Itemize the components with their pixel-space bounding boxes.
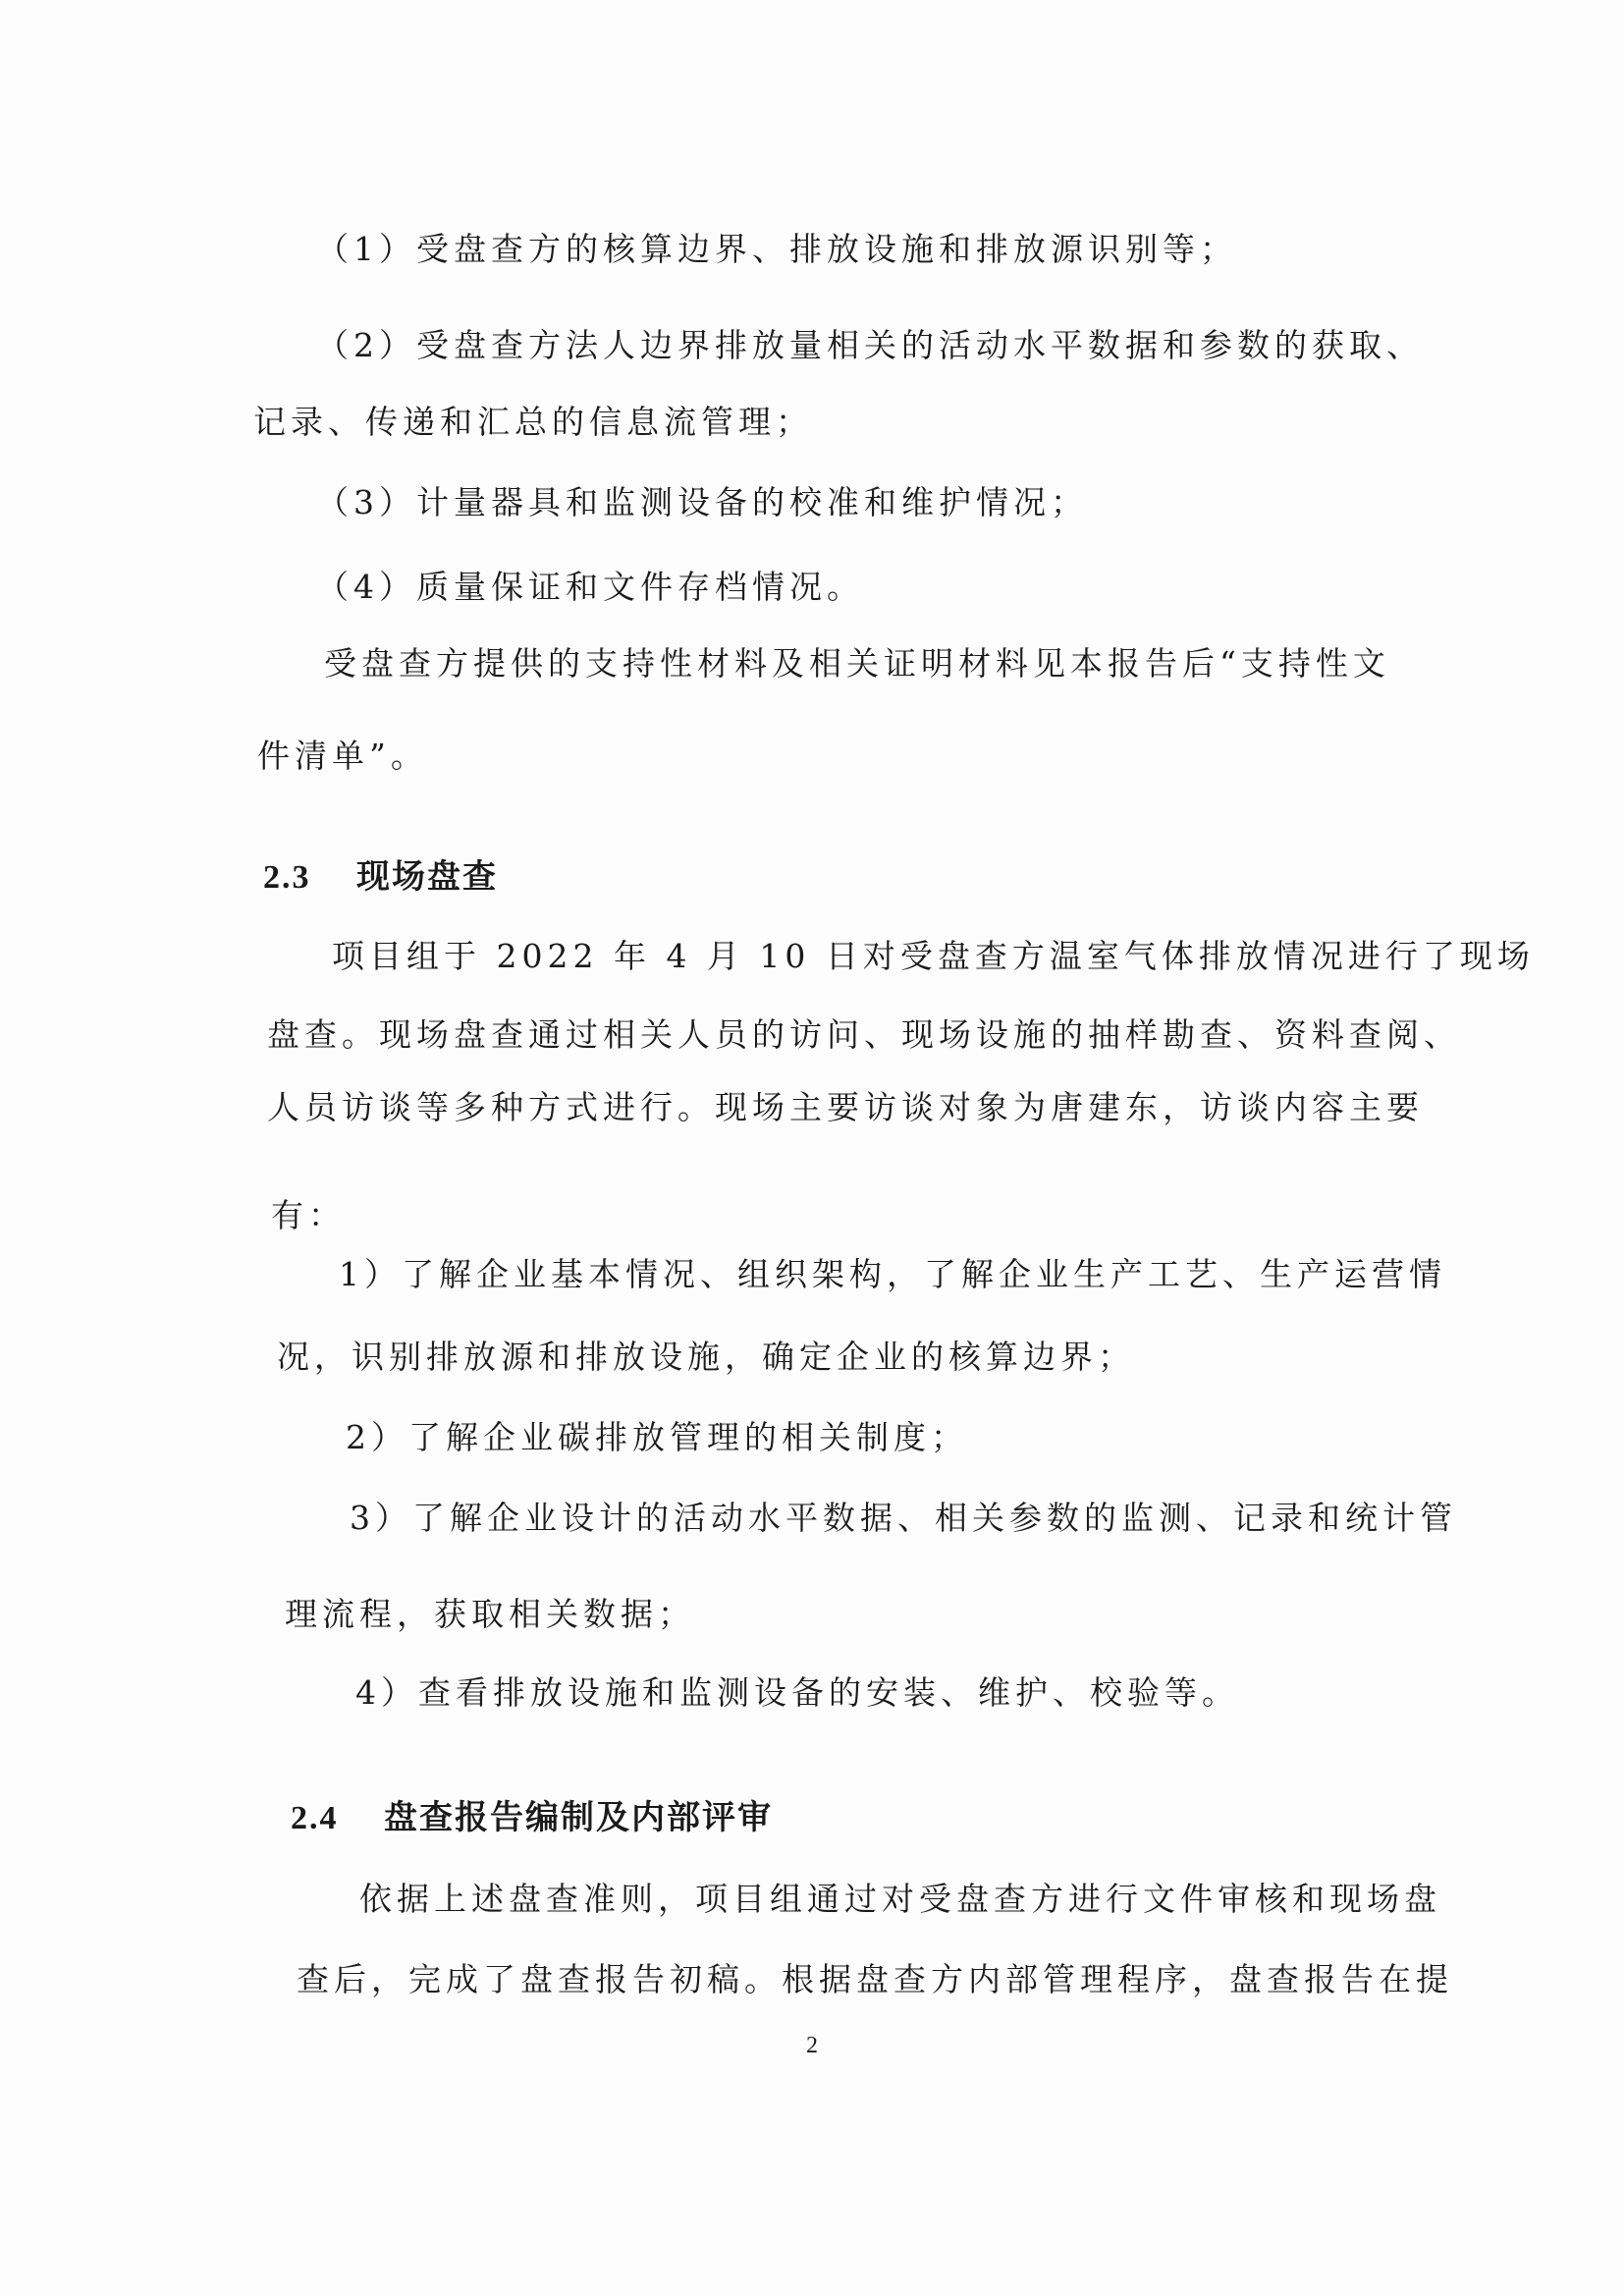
section-title: 现场盘查 [356, 857, 498, 897]
list-item-2-line-1: （2）受盘查方法人边界排放量相关的活动水平数据和参数的获取、 [316, 326, 1424, 364]
list-item-4: 4）查看排放设施和监测设备的安装、维护、校验等。 [355, 1673, 1239, 1712]
paragraph-line: 盘查。现场盘查通过相关人员的访问、现场设施的抽样勘查、资料查阅、 [267, 1015, 1461, 1054]
paragraph-line: 依据上述盘查准则，项目组通过对受盘查方进行文件审核和现场盘 [359, 1880, 1441, 1918]
list-item-4: （4）质量保证和文件存档情况。 [316, 568, 864, 606]
list-item-2-line-2: 记录、传递和汇总的信息流管理； [253, 403, 813, 441]
paragraph-line: 有： [271, 1196, 346, 1234]
page-number: 2 [806, 2033, 818, 2058]
paragraph-line: 项目组于 2022 年 4 月 10 日对受盘查方温室气体排放情况进行了现场 [332, 937, 1535, 975]
list-item-1-line-1: 1）了解企业基本情况、组织架构，了解企业生产工艺、生产运营情 [339, 1255, 1446, 1293]
list-item-2: 2）了解企业碳排放管理的相关制度； [346, 1418, 968, 1456]
list-item-3-line-2: 理流程，获取相关数据； [285, 1595, 695, 1633]
paragraph-line: 受盘查方提供的支持性材料及相关证明材料见本报告后“支持性文 [324, 644, 1390, 683]
list-item-3-line-1: 3）了解企业设计的活动水平数据、相关参数的监测、记录和统计管 [350, 1499, 1457, 1537]
section-number: 2.3 [263, 859, 311, 896]
paragraph-line: 人员访谈等多种方式进行。现场主要访谈对象为唐建东，访谈内容主要 [267, 1088, 1424, 1126]
section-heading-2-3 [263, 854, 498, 901]
section-title: 盘查报告编制及内部评审 [384, 1798, 773, 1837]
list-item-3: （3）计量器具和监测设备的校准和维护情况； [316, 483, 1088, 521]
paragraph-line: 件清单”。 [257, 737, 428, 775]
list-item-1: （1）受盘查方的核算边界、排放设施和排放源识别等； [316, 230, 1237, 268]
paragraph-line: 查后，完成了盘查报告初稿。根据盘查方内部管理程序，盘查报告在提 [297, 1960, 1453, 1998]
section-heading-2-4 [291, 1795, 773, 1841]
section-number: 2.4 [291, 1800, 339, 1836]
list-item-1-line-2: 况，识别排放源和排放设施，确定企业的核算边界； [277, 1338, 1135, 1376]
